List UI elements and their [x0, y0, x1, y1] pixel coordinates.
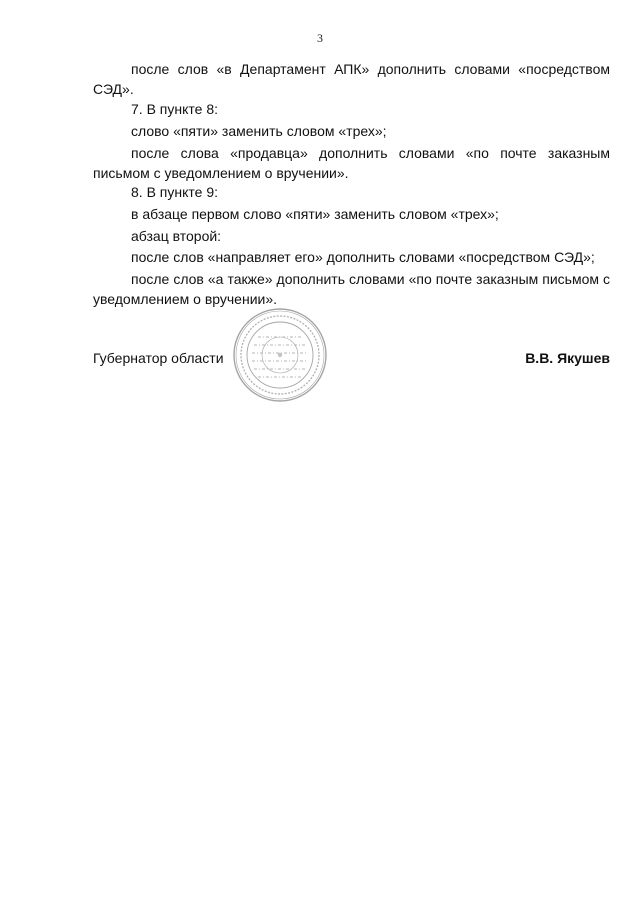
paragraph-6: в абзаце первом слово «пяти» заменить словом «трех»; [131, 206, 499, 222]
paragraph-5: 8. В пункте 9: [131, 184, 218, 200]
paragraph-4: после слова «продавца» дополнить словами «по почте заказным письмом с уведомлением о вручении». [93, 145, 610, 181]
paragraph-3: слово «пяти» заменить словом «трех»; [131, 123, 387, 139]
page-number: 3 [317, 31, 323, 45]
paragraph-2: 7. В пункте 8: [131, 101, 218, 117]
signature-name: В.В. Якушев [525, 350, 610, 366]
paragraph-8: после слов «направляет его» дополнить словами «посредством СЭД»; [131, 249, 595, 265]
paragraph-9: после слов «а также» дополнить словами «по почте заказным письмом с уведомлением о вручении». [93, 271, 610, 307]
paragraph-1: после слов «в Департамент АПК» дополнить словами «посредством СЭД». [93, 61, 610, 97]
official-seal-stamp [232, 307, 328, 403]
paragraph-7: абзац второй: [131, 228, 222, 244]
signature-title: Губернатор области [93, 350, 224, 366]
